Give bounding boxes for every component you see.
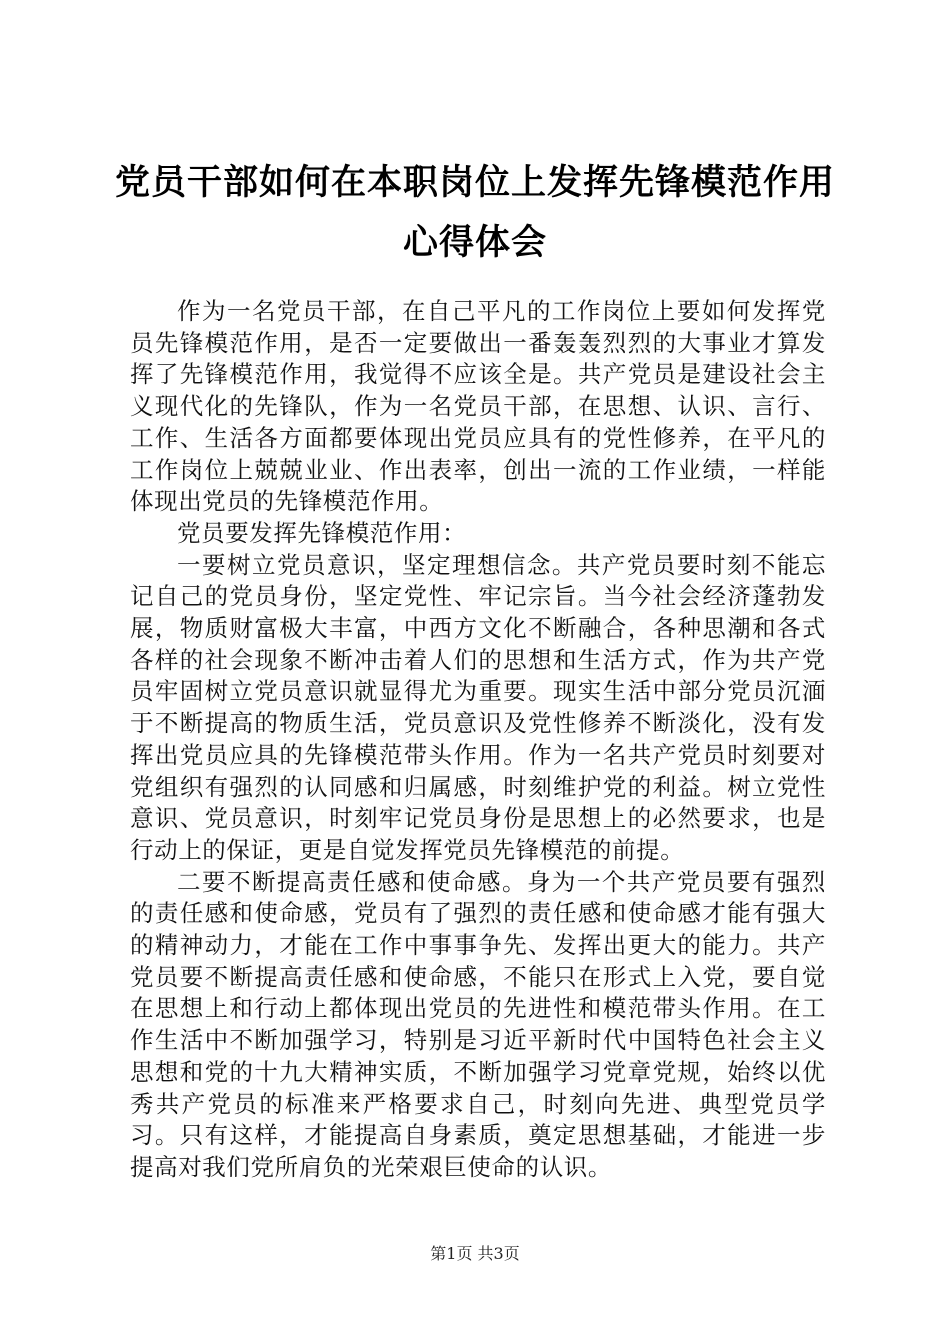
document-title-line-1: 党员干部如何在本职岗位上发挥先锋模范作用	[114, 163, 835, 203]
paragraph-intro: 作为一名党员干部，在自己平凡的工作岗位上要如何发挥党员先锋模范作用，是否一定要做出一番轰轰烈烈的大事业才算发挥了先锋模范作用，我觉得不应该全是。共产党员是建设社会主义现代化的先锋队，作为一名党员干部，在思想、认识、言行、工作、生活各方面都要体现出党员应具有的党性修养，在平凡的工作岗位上兢兢业业、作出表率，创出一流的工作业绩，一样能体现出党员的先锋模范作用。	[130, 297, 826, 516]
page-number-footer: 第1页 共3页	[430, 1244, 520, 1263]
paragraph-lead-in: 党员要发挥先锋模范作用：	[177, 518, 467, 547]
document-title-line-2: 心得体会	[402, 223, 547, 263]
paragraph-point-one: 一要树立党员意识，坚定理想信念。共产党员要时刻不能忘记自己的党员身份，坚定党性、牢记宗旨。当今社会经济蓬勃发展，物质财富极大丰富，中西方文化不断融合，各种思潮和各式各样的社会现象不断冲击着人们的思想和生活方式，作为共产党员牢固树立党员意识就显得尤为重要。现实生活中部分党员沉湎于不断提高的物质生活，党员意识及党性修养不断淡化，没有发挥出党员应具的先锋模范带头作用。作为一名共产党员时刻要对党组织有强烈的认同感和归属感，时刻维护党的利益。树立党性意识、党员意识，时刻牢记党员身份是思想上的必然要求，也是行动上的保证，更是自觉发挥党员先锋模范的前提。	[130, 550, 826, 864]
paragraph-point-two: 二要不断提高责任感和使命感。身为一个共产党员要有强烈的责任感和使命感，党员有了强烈的责任感和使命感才能有强大的精神动力，才能在工作中事事争先、发挥出更大的能力。共产党员要不断提高责任感和使命感，不能只在形式上入党，要自觉在思想上和行动上都体现出党员的先进性和模范带头作用。在工作生活中不断加强学习，特别是习近平新时代中国特色社会主义思想和党的十九大精神实质，不断加强学习党章党规，始终以优秀共产党员的标准来严格要求自己，时刻向先进、典型党员学习。只有这样，才能提高自身素质，奠定思想基础，才能进一步提高对我们党所肩负的光荣艰巨使命的认识。	[130, 867, 826, 1181]
document-body	[130, 296, 826, 1184]
